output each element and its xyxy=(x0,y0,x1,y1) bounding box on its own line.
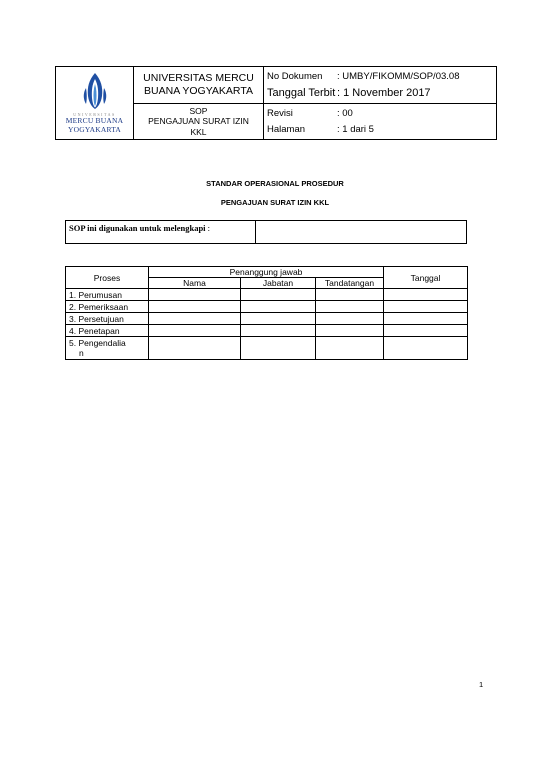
tanggal-cell xyxy=(384,289,468,301)
header-tandatangan: Tandatangan xyxy=(316,278,384,289)
process-table xyxy=(65,266,468,360)
halaman-row xyxy=(267,121,496,137)
jabatan-cell xyxy=(241,301,316,313)
tanggal-cell xyxy=(384,301,468,313)
process-step-5 xyxy=(66,337,149,360)
no-dokumen-value: : UMBY/FIKOMM/SOP/03.08 xyxy=(337,71,460,83)
header-proses: Proses xyxy=(66,267,149,289)
document-meta-top xyxy=(264,67,497,104)
document-subtitle: PENGAJUAN SURAT IZIN KKL xyxy=(220,198,330,207)
university-logo xyxy=(56,67,133,139)
sop-title-line3: KKL xyxy=(190,126,207,137)
header-tanggal: Tanggal xyxy=(384,267,468,289)
tandatangan-cell xyxy=(316,313,384,325)
revisi-label: Revisi xyxy=(267,107,293,119)
jabatan-cell xyxy=(241,289,316,301)
table-row xyxy=(66,313,468,325)
revisi-value: : 00 xyxy=(337,107,353,119)
logo-name-line1: MERCU BUANA xyxy=(65,116,124,125)
sop-title-line1: SOP xyxy=(189,105,208,116)
table-row xyxy=(66,325,468,337)
document-title: STANDAR OPERASIONAL PROSEDUR xyxy=(206,179,344,188)
nama-cell xyxy=(149,289,241,301)
tandatangan-cell xyxy=(316,337,384,360)
process-step-3: 3. Persetujuan xyxy=(66,313,149,325)
nama-cell xyxy=(149,313,241,325)
tanggal-cell xyxy=(384,337,468,360)
purpose-table xyxy=(65,220,467,244)
header-nama: Nama xyxy=(149,278,241,289)
header-jabatan: Jabatan xyxy=(241,278,316,289)
tandatangan-cell xyxy=(316,289,384,301)
purpose-colon: : xyxy=(205,223,211,233)
jabatan-cell xyxy=(241,337,316,360)
tanggal-terbit-value: : 1 November 2017 xyxy=(337,86,431,99)
purpose-label: SOP ini digunakan untuk melengkapi xyxy=(69,223,206,233)
tandatangan-cell xyxy=(316,301,384,313)
nama-cell xyxy=(149,325,241,337)
process-step-5-line1: 5. Pengendalia xyxy=(69,338,126,348)
tanggal-cell xyxy=(384,325,468,337)
document-header-table xyxy=(55,66,497,140)
logo-cell xyxy=(56,67,134,140)
table-row xyxy=(66,337,468,360)
table-row xyxy=(66,301,468,313)
process-step-4: 4. Penetapan xyxy=(66,325,149,337)
sop-title-line2: PENGAJUAN SURAT IZIN xyxy=(148,116,249,126)
purpose-value-cell xyxy=(256,221,467,244)
header-penanggung-jawab: Penanggung jawab xyxy=(149,267,384,278)
logo-small-text: UNIVERSITAS xyxy=(73,112,116,117)
tanggal-cell xyxy=(384,313,468,325)
nama-cell xyxy=(149,301,241,313)
no-dokumen-label: No Dokumen xyxy=(267,71,323,83)
university-name-cell xyxy=(134,67,264,104)
halaman-value: : 1 dari 5 xyxy=(337,123,374,135)
nama-cell xyxy=(149,337,241,360)
tandatangan-cell xyxy=(316,325,384,337)
jabatan-cell xyxy=(241,313,316,325)
document-meta-bottom xyxy=(264,103,497,140)
flame-logo-icon xyxy=(78,72,112,110)
tanggal-terbit-label: Tanggal Terbit xyxy=(267,86,336,99)
tanggal-terbit-row xyxy=(267,85,496,101)
university-name-line1: UNIVERSITAS MERCU xyxy=(143,71,254,84)
purpose-label-cell xyxy=(66,221,256,244)
no-dokumen-row xyxy=(267,69,496,85)
table-row xyxy=(66,289,468,301)
process-step-2: 2. Pemeriksaan xyxy=(66,301,149,313)
revisi-row xyxy=(267,105,496,121)
sop-title-cell xyxy=(134,103,264,140)
logo-name-line2: YOGYAKARTA xyxy=(67,124,122,134)
university-name-line2: BUANA YOGYAKARTA xyxy=(144,84,253,97)
process-step-5-line2: n xyxy=(79,348,84,358)
halaman-label: Halaman xyxy=(267,123,306,135)
page-number: 1 xyxy=(479,680,484,689)
process-step-1: 1. Perumusan xyxy=(66,289,149,301)
jabatan-cell xyxy=(241,325,316,337)
